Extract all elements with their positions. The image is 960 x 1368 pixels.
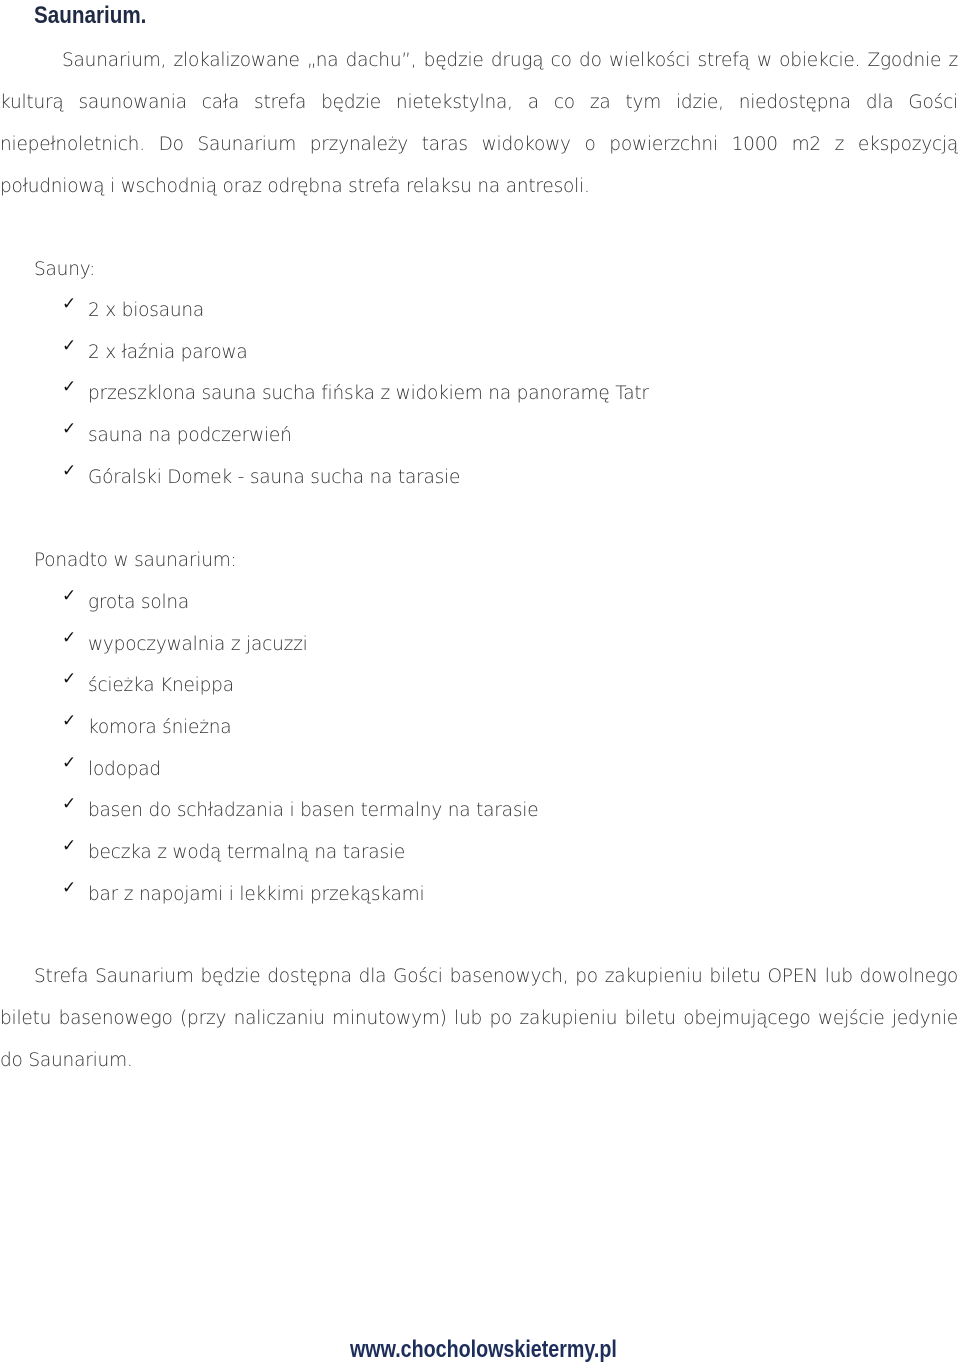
checkmark-icon: ✓ (62, 669, 77, 690)
list-item-label: ścieżka Kneippa (88, 675, 234, 697)
intro-paragraph: Saunarium, zlokalizowane „na dachu”, będzie drugą co do wielkości strefą w obiekcie. Zgodnie z kulturą saunowania cała strefa będzie nietekstylna, a co za tym idzie, niedostępna dla Gości niepełnoletnich. Do Saunarium przynależy taras widokowy o powierzchni 1000 m2 z ekspozycją południową i wschodnią oraz odrębna strefa relaksu na antresoli. (0, 50, 958, 197)
list-item (62, 373, 649, 415)
checkmark-icon: ✓ (62, 460, 77, 481)
checkmark-icon: ✓ (62, 877, 77, 898)
list-item-label: basen do schładzania i basen termalny na tarasie (88, 800, 539, 822)
list-item (62, 415, 649, 457)
checkmark-icon: ✓ (62, 377, 77, 398)
list-item-label: Góralski Domek - sauna sucha na tarasie (88, 466, 461, 488)
access-paragraph: Strefa Saunarium będzie dostępna dla Gości basenowych, po zakupieniu biletu OPEN lub dowolnego biletu basenowego (przy naliczaniu minutowym) lub po zakupieniu biletu obejmującego wejście jedynie do Saunarium. (0, 966, 958, 1071)
checkmark-icon: ✓ (62, 794, 77, 815)
page-title: Saunarium. (34, 2, 147, 29)
saunas-list (62, 290, 649, 498)
list-item (62, 832, 538, 874)
extras-list (62, 582, 538, 916)
extras-heading: Ponadto w saunarium: (34, 550, 237, 571)
list-item (62, 749, 538, 791)
list-item (62, 582, 538, 624)
checkmark-icon: ✓ (62, 752, 77, 773)
checkmark-icon: ✓ (62, 836, 77, 857)
list-item-label: komora śnieżna (88, 717, 232, 739)
list-item (62, 332, 649, 374)
checkmark-icon: ✓ (62, 586, 77, 606)
list-item-label: beczka z wodą termalną na tarasie (88, 842, 406, 864)
list-item-label: przeszklona sauna sucha fińska z widokiem na panoramę Tatr (88, 383, 649, 405)
list-item (62, 457, 649, 499)
checkmark-icon: ✓ (62, 419, 77, 440)
list-item-label: sauna na podczerwień (88, 425, 292, 447)
list-item (62, 624, 538, 666)
website-link[interactable]: www.chocholowskietermy.pl (350, 1336, 617, 1363)
list-item-label: 2 x biosauna (88, 300, 205, 321)
checkmark-icon: ✓ (62, 627, 77, 648)
checkmark-icon: ✓ (62, 294, 77, 314)
list-item (62, 790, 538, 832)
list-item-label: 2 x łaźnia parowa (88, 341, 248, 363)
list-item (62, 290, 649, 332)
saunas-heading: Sauny: (34, 259, 96, 280)
list-item-label: bar z napojami i lekkimi przekąskami (88, 883, 425, 905)
list-item (62, 874, 538, 916)
checkmark-icon: ✓ (62, 335, 77, 356)
list-item (62, 665, 538, 707)
list-item-label: wypoczywalnia z jacuzzi (88, 633, 308, 655)
checkmark-icon: ✓ (62, 711, 77, 732)
list-item-label: lodopad (88, 758, 161, 780)
list-item-label: grota solna (88, 592, 190, 613)
list-item (62, 707, 538, 749)
